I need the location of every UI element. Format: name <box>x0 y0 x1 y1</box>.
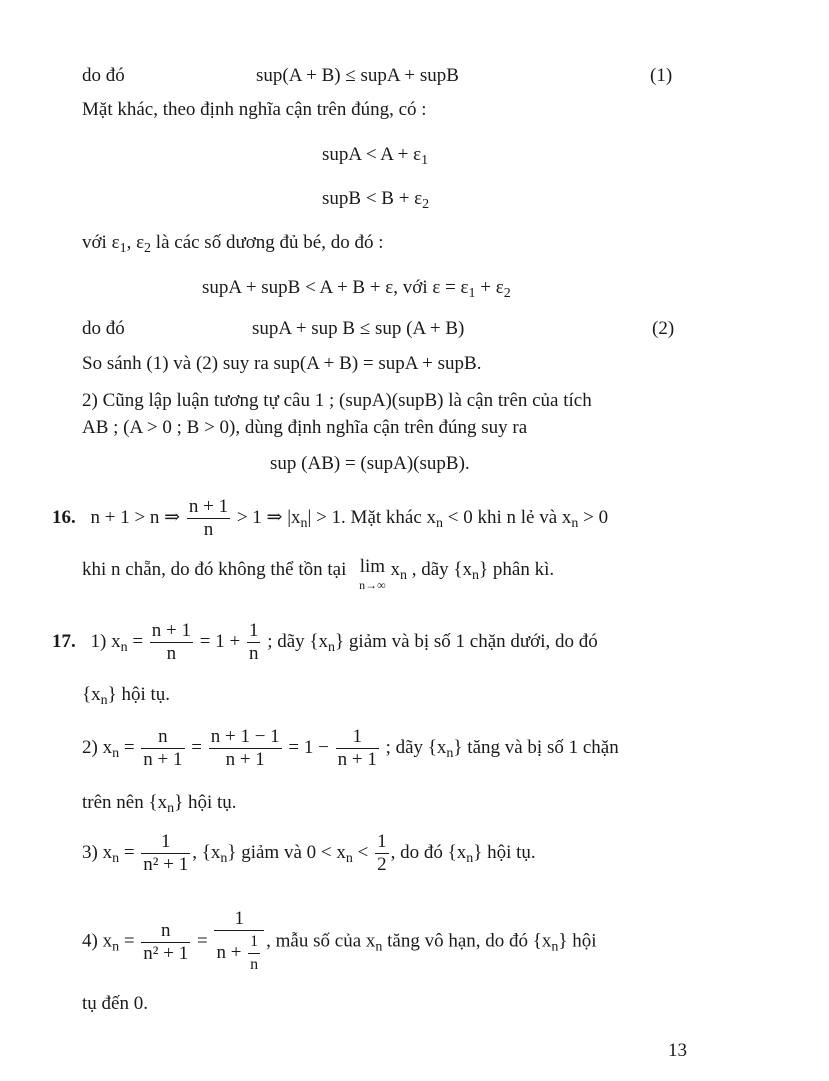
equation-label: (2) <box>652 318 675 339</box>
formula: supB < $B + \varepsilon_2$ <box>322 188 430 212</box>
text-line: Mặt khác, theo định nghĩa cận trên đúng, có : <box>82 99 427 120</box>
fraction: 1 n + $\frac{1}{n}$ <box>214 908 264 976</box>
problem-17-item-2: 2) $x_n$ = $\frac{n}{n + 1}$ = $\frac{n + 1 - 1}{n + 1}$ = 1 − $\frac{1}{n + 1}$ ; dãy $\{x_n\}$ tăng và bị số 1 chặn <box>82 726 619 770</box>
page-number: 13 <box>668 1040 687 1061</box>
text-line: do đó <box>82 65 125 86</box>
formula: supA < $A + \varepsilon_1$ <box>322 144 429 168</box>
formula: sup(A + B) ≤ supA + supB <box>256 65 459 86</box>
problem-number: 16. <box>52 506 76 528</box>
fraction: $\frac{n + 1}{n}$ <box>151 620 192 664</box>
fraction: $\frac{1}{2}$ <box>377 831 387 875</box>
fraction: $\frac{n + 1 - 1}{n + 1}$ <box>210 726 280 770</box>
fraction: $\frac{1}{n}$ <box>248 620 259 664</box>
fraction: $\frac{1}{\text{n² + 1}}$ <box>143 831 189 875</box>
text-line: với $\varepsilon_1$, $\varepsilon_2$ là các số dương đủ bé, do đó : <box>82 232 384 256</box>
fraction: $\frac{1}{n + 1}$ <box>337 726 377 770</box>
text-line: do đó <box>82 318 125 339</box>
formula: supA + supB < A + B + ε, với $\varepsilon = \varepsilon_1 + \varepsilon_2$ <box>202 277 511 301</box>
text-line: khi n chẵn, do đó không thể tồn tại lim n→∞ $x_n$ , dãy $\{x_n\}$ phân kì. <box>82 556 555 592</box>
problem-17-item-3: 3) $x_n$ = $\frac{1}{\text{n² + 1}}$ , $\{x_n\}$ giảm và $0 < x_n$ < $\frac{1}{2}$ , do đó $\{x_n\}$ hội tụ. <box>82 831 536 875</box>
problem-17-item-1: 17. 1) $x_n$ = $\frac{n + 1}{n}$ = 1 + $\frac{1}{n}$ ; dãy $\{x_n\}$ giảm và bị số 1 chặn dưới, do đó <box>52 620 598 664</box>
text-line: tụ đến 0. <box>82 993 148 1014</box>
problem-number: 17. <box>52 630 76 652</box>
formula: supA + sup B ≤ sup (A + B) <box>252 318 465 339</box>
text-line: 2) Cũng lập luận tương tự câu 1 ; (supA)(supB) là cận trên của tích <box>82 390 592 411</box>
fraction: $\frac{n}{\text{n² + 1}}$ <box>143 919 189 964</box>
text-line: $\{x_n\}$ hội tụ. <box>82 684 171 708</box>
problem-16: 16. n + 1 > n ⇒ $\frac{n + 1}{n}$ > 1 ⇒ $|x_n| > 1$. Mặt khác $x_n < 0$ khi n lẻ và $x_n > 0$ <box>52 496 609 540</box>
text-line: AB ; (A > 0 ; B > 0), dùng định nghĩa cận trên đúng suy ra <box>82 417 528 438</box>
equation-label: (1) <box>650 65 673 86</box>
fraction: $\frac{n + 1}{n}$ <box>188 496 229 540</box>
text-line: trên nên $\{x_n\}$ hội tụ. <box>82 792 237 816</box>
limit: lim n→∞ <box>359 556 386 592</box>
fraction: $\frac{1}{n}$ <box>250 933 259 973</box>
formula: sup (AB) = (supA)(supB). <box>270 453 470 474</box>
problem-17-item-4: 4) $x_n$ = $\frac{n}{\text{n² + 1}}$ = 1 n + $\frac{1}{n}$ , mẫu số của $x_n$ tăng vô hạn, do đó $\{x_n\}$ hội <box>82 908 597 976</box>
fraction: $\frac{n}{n + 1}$ <box>143 726 183 770</box>
text-line: So sánh (1) và (2) suy ra sup(A + B) = supA + supB. <box>82 353 482 374</box>
